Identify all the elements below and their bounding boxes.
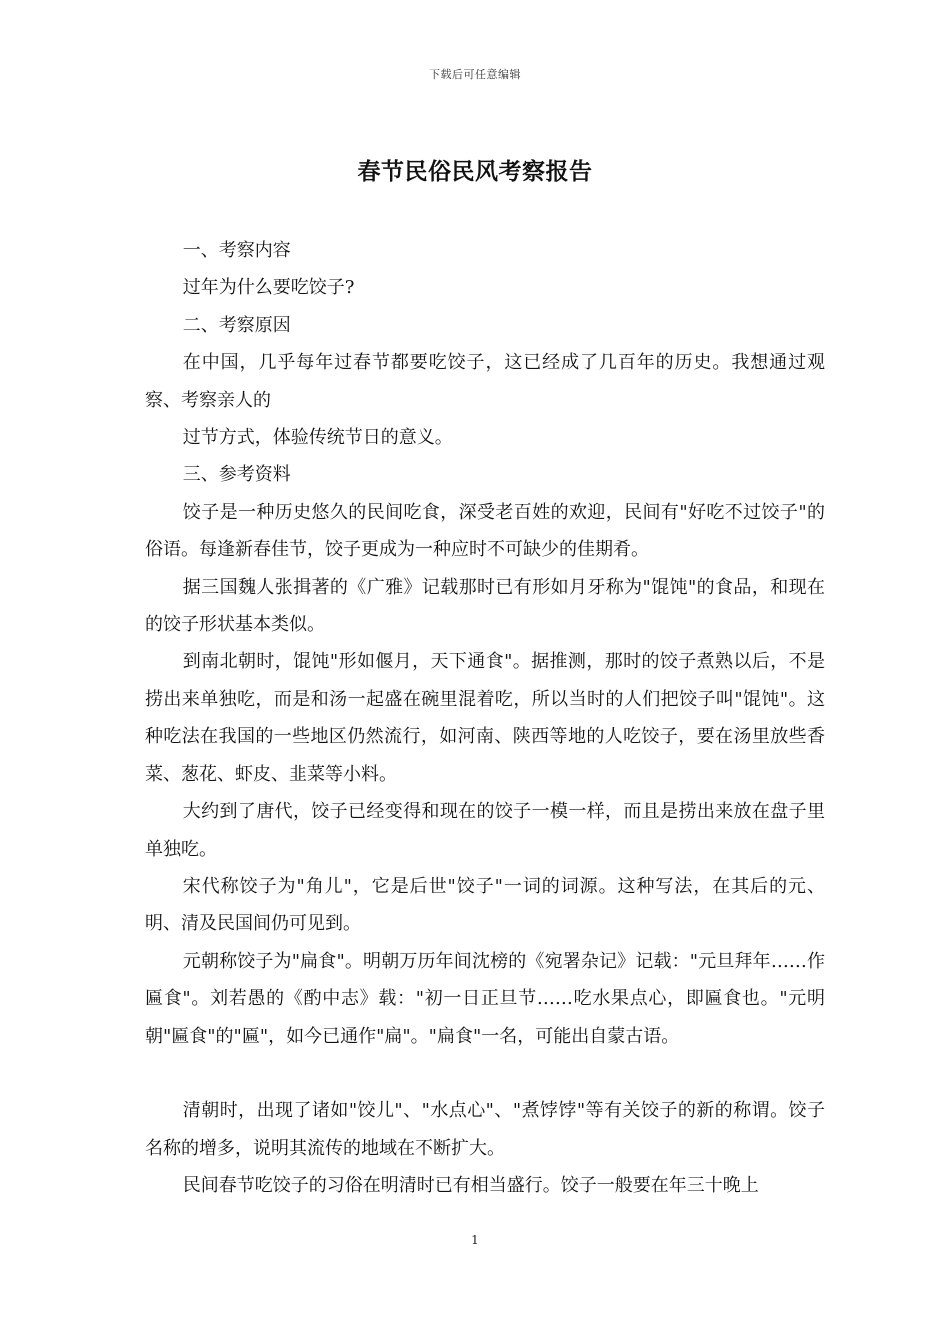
section-heading-content: 一、考察内容 xyxy=(182,240,291,261)
paragraph: 在中国，几乎每年过春节都要吃饺子，这已经成了几百年的历史。我想通过观察、考察亲人的 xyxy=(145,352,825,411)
paragraph: 宋代称饺子为"角儿"，它是后世"饺子"一词的词源。这种写法，在其后的元、明、清及民国间仍可见到。 xyxy=(145,875,825,935)
paragraph: 元朝称饺子为"扁食"。明朝万历年间沈榜的《宛署杂记》记载："元旦拜年……作匾食"。刘若愚的《酌中志》载："初一日正旦节……吃水果点心，即匾食也。"元明朝"匾食"的"匾"，如今已通作"扁"。"扁食"一名，可能出自蒙古语。 xyxy=(145,950,825,1047)
paragraph: 过年为什么要吃饺子? xyxy=(182,277,355,299)
section-heading-reason: 二、考察原因 xyxy=(182,314,291,336)
blank-line xyxy=(145,1055,825,1092)
paragraph: 据三国魏人张揖著的《广雅》记载那时已有形如月牙称为"馄饨"的食品，和现在的饺子形状基本类似。 xyxy=(145,576,825,636)
paragraph: 过节方式，体验传统节日的意义。 xyxy=(182,427,453,449)
paragraph: 大约到了唐代，饺子已经变得和现在的饺子一模一样，而且是捞出来放在盘子里单独吃。 xyxy=(145,801,825,860)
header-note: 下载后可任意编辑 xyxy=(429,68,521,81)
paragraph: 清朝时，出现了诸如"饺儿"、"水点心"、"煮饽饽"等有关饺子的新的称谓。饺子名称的增多，说明其流传的地域在不断扩大。 xyxy=(145,1100,825,1159)
section-heading-references: 三、参考资料 xyxy=(182,464,291,486)
document-body xyxy=(145,232,825,1205)
paragraph: 民间春节吃饺子的习俗在明清时已有相当盛行。饺子一般要在年三十晚上 xyxy=(182,1175,759,1197)
paragraph: 饺子是一种历史悠久的民间吃食，深受老百姓的欢迎，民间有"好吃不过饺子"的俗语。每逢新春佳节，饺子更成为一种应时不可缺少的佳期肴。 xyxy=(145,501,825,561)
page-title: 春节民俗民风考察报告 xyxy=(357,158,593,185)
paragraph: 到南北朝时，馄饨"形如偃月，天下通食"。据推测，那时的饺子煮熟以后，不是捞出来单独吃，而是和汤一起盛在碗里混着吃，所以当时的人们把饺子叫"馄饨"。这种吃法在我国的一些地区仍然流行，如河南、陕西等地的人吃饺子，要在汤里放些香菜、葱花、虾皮、韭菜等小料。 xyxy=(145,651,825,785)
page-number: 1 xyxy=(471,1233,479,1247)
